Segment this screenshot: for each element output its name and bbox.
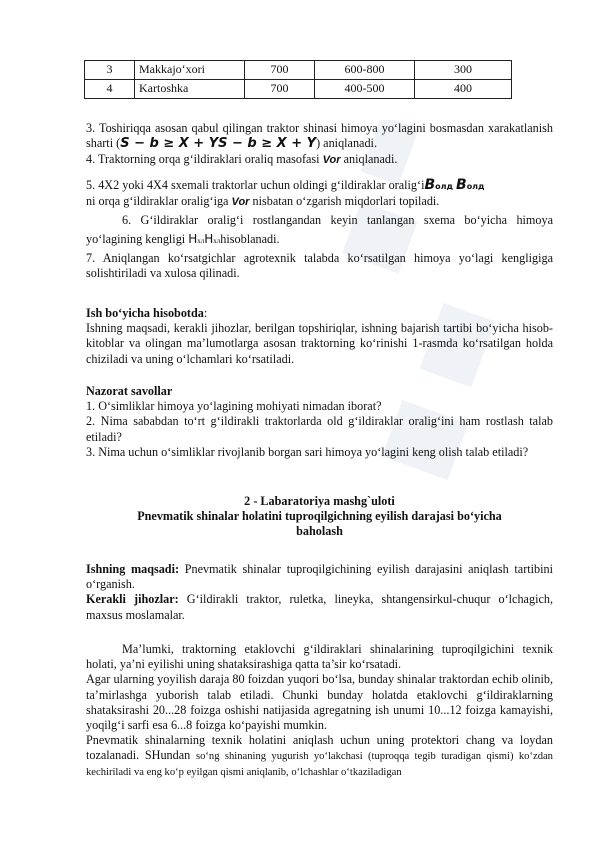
info-section [86,642,553,780]
info-paragraph-2: Agar ularning yoyilish daraja 80 foizdan yuqori bo‘lsa, bunday shinalar traktordan echib olinib, ta’mirlashga yuborish talab etiladi. Chunki bunday holatda etaklovchi g‘ildiraklarning shataksirashi 20...28 foizga oshishi natijasida agregatning ish unumi 10...12 foizga kamayishi, yoqilg‘i sarfi esa 6...8 foizga ko‘payishi mumkin. [86,672,553,733]
table-cell-crop: Makkajo‘xori [135,61,245,80]
goal-paragraph: Ishning maqsadi: Pnevmatik shinalar tuproqilgichining eyilish darajasini aniqlash tartibini o‘rganish. [86,562,553,592]
report-paragraph: Ish bo‘yicha hisobotda: [86,306,208,320]
clearance-formula: S − b ≥ X + YS − b ≥ X + Y [120,136,317,152]
question-2: 2. Nima sababdan to‘rt g‘ildirakli traktorlarda old g‘ildiraklar oralig‘ini ham rostlash talab etiladi? [86,414,553,444]
step-6: 6. G‘ildiraklar oralig‘i rostlangandan keyin tanlangan sxema bo‘yicha himoya yo‘lagining kengligi HхлHхлhisoblanadi. [86,213,553,247]
table-cell-range: 600-800 [315,61,415,80]
equipment-paragraph: Kerakli jihozlar: G‘ildirakli traktor, ruletka, lineyka, shtangensirkul-chuqur o‘lchagich, maxsus moslamalar. [86,592,554,622]
table-cell-power: 700 [245,80,315,99]
questions-heading: Nazorat savollar [86,384,173,398]
vor-symbol: Vor [322,154,341,167]
report-heading: Ish bo‘yicha hisobotda [86,306,204,320]
step-7: 7. Aniqlangan ko‘rsatgichlar agrotexnik talabda ko‘rsatilgan himoya yo‘lagi kengligiga solishtiriladi va xulosa qilinadi. [86,251,553,281]
question-3: 3. Nima uchun o‘simliklar rivojlanib borgan sari himoya yo‘lagini keng olish talab etiladi? [86,444,529,459]
report-text: Ishning maqsadi, kerakli jihozlar, berilgan topshiriqlar, ishning bajarish tartibi bo‘yicha hisob-kitoblar va olingan ma’lumotlarga asosan traktorning ko‘rinishi 1-rasmda ko‘rsatilgan holda chiziladi va uning o‘lchamlari ko‘rsatiladi. [86,321,553,366]
table-cell-crop: Kartoshka [135,80,245,99]
step-5: 5. 4X2 yoki 4X4 sxemali traktorlar uchun oldingi g‘ildiraklar oralig‘iBолд Bолд ni orqa g‘ildiraklar oralig‘iga Vor nisbatan o‘zgarish miqdorlari topiladi. [86,176,485,208]
lab-title: Pnevmatik shinalar holatini tuproqilgichning eyilish darajasi bo‘yicha baholash [137,509,502,539]
questions-section [86,384,553,460]
info-paragraph-3: Pnevmatik shinalarning texnik holatini aniqlash uchun uning protektori chang va loydan tozalanadi. SHundan so‘ng shinaning yugurish yo‘lakchasi (tuproqqa tegib turadigan qismi) ko‘zdan kechiriladi va eng ko‘p eyilgan qismi aniqlanib, o‘lchashlar o‘tkaziladigan [86,733,553,779]
table-row [85,61,512,80]
question-1: 1. O‘simliklar himoya yo‘lagining mohiyati nimadan iborat? [86,399,382,414]
table-row [85,80,512,99]
info-paragraph-1: Ma’lumki, traktorning etaklovchi g‘ildiraklari shinalarining tuproqilgichini texnik holati, ya’ni eyilishi uning shataksirashiga qatta ta’sir ko‘rsatadi. [86,642,553,672]
lab-title-section [86,494,553,540]
table-cell-number: 4 [85,80,135,99]
goal-section [86,562,553,623]
steps-section [86,121,553,281]
h-symbol: H [204,232,214,247]
table-cell-width: 400 [415,80,512,99]
table-cell-power: 700 [245,61,315,80]
h-symbol: H [188,232,198,247]
report-section [86,306,553,367]
equipment-label: Kerakli jihozlar: [86,592,179,607]
step-3: 3. Toshiriqqa asosan qabul qilingan traktor shinasi himoya yo‘lagini bosmasdan xarakatlanish sharti (S − b ≥ X + YS − b ≥ X + Y) aniqlanadi. [86,121,553,152]
table-cell-number: 3 [85,61,135,80]
step-4: 4. Traktorning orqa g‘ildiraklari oraliq masofasi Vor aniqlanadi. [86,152,398,167]
table-cell-range: 400-500 [315,80,415,99]
b-front-symbol: B [456,176,467,193]
b-front-symbol: B [424,176,436,193]
crop-table [84,60,512,99]
lab-number-title: 2 - Labaratoriya mashg`uloti [244,494,395,508]
goal-label: Ishning maqsadi: [86,562,180,576]
table-cell-width: 300 [415,61,512,80]
vor-symbol: Vor [231,195,250,208]
